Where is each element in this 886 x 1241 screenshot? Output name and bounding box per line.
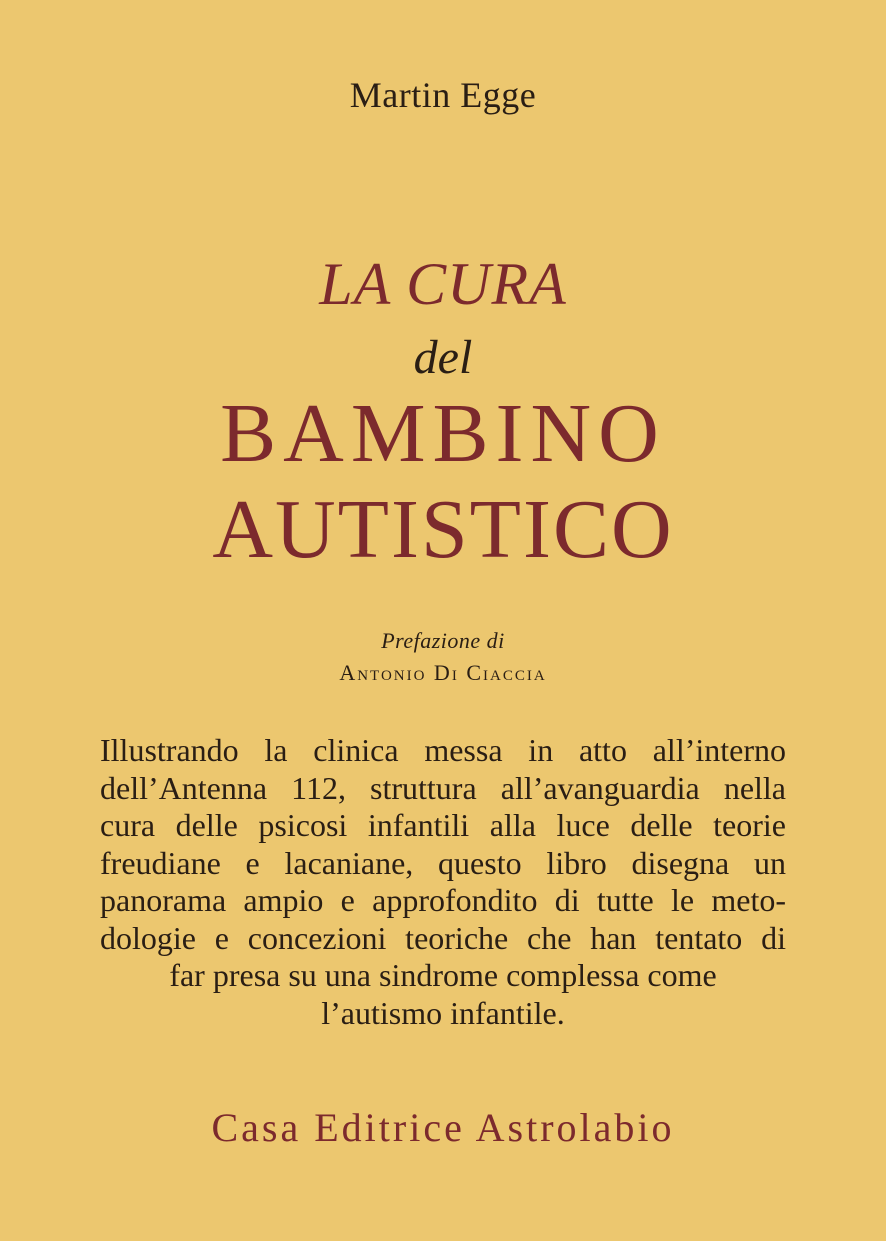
blurb-line: panorama ampio e approfondito di tutte le meto- [100,882,786,918]
blurb-text [100,732,786,1032]
title-line-autistico: AUTISTICO [212,483,674,576]
publisher-name: Casa Editrice Astrolabio [211,1105,675,1150]
title-line-la-cura: LA CURA [319,251,567,317]
preface-label: Prefazione di [381,628,505,653]
blurb-line: far presa su una sindrome complessa come [169,957,717,993]
blurb-line: Illustrando la clinica messa in atto all’interno [100,732,786,768]
preface-author: Antonio Di Ciaccia [339,660,547,685]
author-name: Martin Egge [349,75,537,115]
blurb-line: dologie e concezioni teoriche che han tentato di [100,919,786,956]
blurb-line: dell’Antenna 112, struttura all’avanguardia nella [100,769,786,806]
blurb-line: l’autismo infantile. [321,994,565,1031]
title-line-bambino: BAMBINO [220,387,666,480]
title-line-del: del [413,331,473,384]
blurb-line: freudiane e lacaniane, questo libro disegna un [100,844,786,881]
blurb-line: cura delle psicosi infantili alla luce delle teorie [100,807,786,843]
